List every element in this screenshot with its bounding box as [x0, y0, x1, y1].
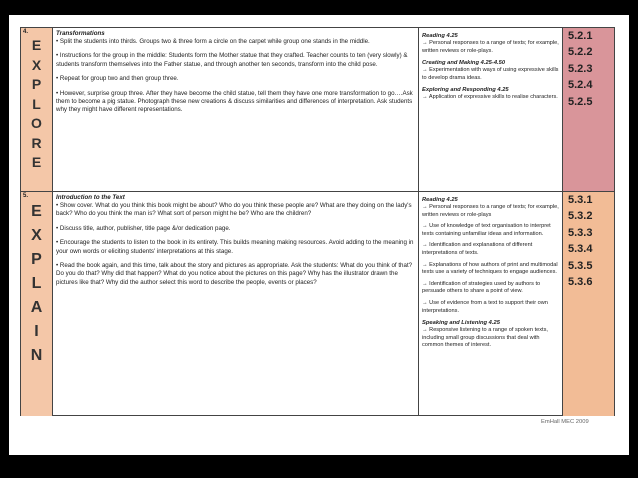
curriculum-code: 5.3.1: [568, 194, 593, 206]
curriculum-code: 5.3.3: [568, 226, 593, 239]
curriculum-code: 5.2.2: [568, 46, 593, 59]
phase-letter: X: [31, 56, 42, 73]
phase-letter: E: [31, 37, 42, 53]
outcome-heading: Exploring and Responding 4.25: [422, 87, 509, 94]
outcomes-cell: [419, 28, 563, 191]
outcome-heading: Creating and Making 4.25-4.50: [422, 60, 506, 67]
activity-paragraph: • Read the book again, and this time, talk about the story and pictures as appropriate. Ask the students: What do you think of that? Do you do that? Why did that happen? What do you notice about the pictures on this page? Why has the illustrator drawn the pictures like that? Why did the author select this word to describe the people, events or places?: [56, 262, 413, 286]
outcome-text: → Personal responses to a range of texts; for example, written reviews or role-plays.: [422, 40, 559, 54]
outcome-text: → Application of expressive skills to realise characters.: [422, 94, 558, 101]
table-row-explore: [21, 28, 614, 192]
phase-cell-explore: [21, 28, 53, 191]
activity-paragraph: • Discuss title, author, publisher, title page &/or dedication page.: [56, 224, 231, 232]
phase-letter: L: [32, 95, 41, 112]
phase-letter: X: [31, 227, 42, 244]
curriculum-code: 5.2.3: [568, 62, 593, 75]
phase-letter: R: [31, 134, 42, 151]
outcome-heading: Reading 4.25: [422, 197, 458, 203]
activity-paragraph: • Repeat for group two and then group three.: [56, 75, 179, 83]
phase-letter: O: [31, 115, 42, 131]
activity-paragraph: • However, surprise group three. After they have become the child statue, tell them they have one more transformation to go….Ask them to become a pig statue. Photograph these new creations & discuss similarities and differences of interpretation. Ask students why they might have different representations.: [56, 89, 413, 114]
codes-cell: [563, 28, 614, 191]
curriculum-code: 5.2.4: [568, 79, 593, 92]
outcome-text: → Identification and explanations of different interpretations of texts.: [422, 242, 533, 256]
outcomes-cell: [419, 192, 563, 416]
phase-letter: E: [31, 154, 42, 170]
phase-cell-explain: [21, 192, 53, 416]
outcome-text: → Experimentation with ways of using expressive skills to develop drama ideas.: [422, 67, 559, 81]
curriculum-code: 5.2.1: [568, 30, 593, 42]
curriculum-code: 5.2.5: [568, 95, 593, 108]
curriculum-code: 5.3.4: [568, 243, 593, 256]
phase-letter: P: [31, 251, 42, 268]
phase-letter: N: [30, 347, 43, 364]
activity-paragraph: • Split the students into thirds. Groups two & three form a circle on the carpet while group one stands in the middle.: [56, 38, 370, 45]
curriculum-code: 5.3.2: [568, 210, 593, 223]
phase-letters-explore: [21, 36, 52, 173]
activity-paragraph: • Encourage the students to listen to the book in its entirety. This builds meaning making resources. Avoid adding to the meaning in your own words or eliciting students' interpretations at this stage.: [56, 239, 414, 255]
step-number: 4.: [23, 29, 29, 35]
outcome-heading: Speaking and Listening 4.25: [422, 320, 500, 327]
author-credit: EmHall MEC 2009: [541, 419, 589, 425]
lesson-plan-table: [20, 27, 615, 416]
phase-letters-explain: [21, 200, 52, 368]
phase-letter: I: [34, 323, 39, 340]
phase-letter: A: [30, 299, 43, 316]
outcome-text: → Explanations of how authors of print and multimodal texts use a variety of techniques to engage audiences.: [422, 261, 558, 276]
codes-cell: [563, 192, 614, 416]
outcome-heading: Reading 4.25: [422, 33, 458, 39]
activity-cell: [53, 28, 419, 191]
table-row-explain: [21, 192, 614, 416]
outcome-text: → Personal responses to a range of texts; for example, written reviews or role-plays: [422, 204, 559, 218]
curriculum-code: 5.3.5: [568, 259, 593, 272]
activity-cell: [53, 192, 419, 416]
phase-letter: E: [31, 203, 42, 220]
activity-paragraph: • Instructions for the group in the middle: Students form the Mother statue that they crafted. Teacher counts to ten (very slowly) & students transform themselves into the Father statue, and through another ten seconds, transform into the child pose.: [56, 52, 408, 68]
outcome-text: → Use of knowledge of text organisation to interpret texts containing unfamiliar ideas and information.: [422, 223, 551, 237]
curriculum-code: 5.3.6: [568, 276, 593, 289]
activity-heading: Transformations: [56, 30, 105, 37]
outcome-text: → Identification of strategies used by authors to persuade others to share a point of view.: [422, 280, 541, 295]
activity-paragraph: • Show cover. What do you think this book might be about? Who do you think these people are? What are they doing on the lady's back? Who do you think the man is? What sort of person might he be? Who are the children?: [56, 202, 412, 218]
step-number: 5.: [23, 193, 29, 199]
activity-heading: Introduction to the Text: [56, 194, 125, 201]
phase-letter: L: [31, 275, 42, 292]
outcome-text: → Use of evidence from a text to support their own interpretations.: [422, 299, 548, 314]
outcome-text: → Responsive listening to a range of spoken texts, including small group discussions that deal with common themes of interest.: [422, 327, 548, 349]
phase-letter: P: [31, 76, 42, 92]
